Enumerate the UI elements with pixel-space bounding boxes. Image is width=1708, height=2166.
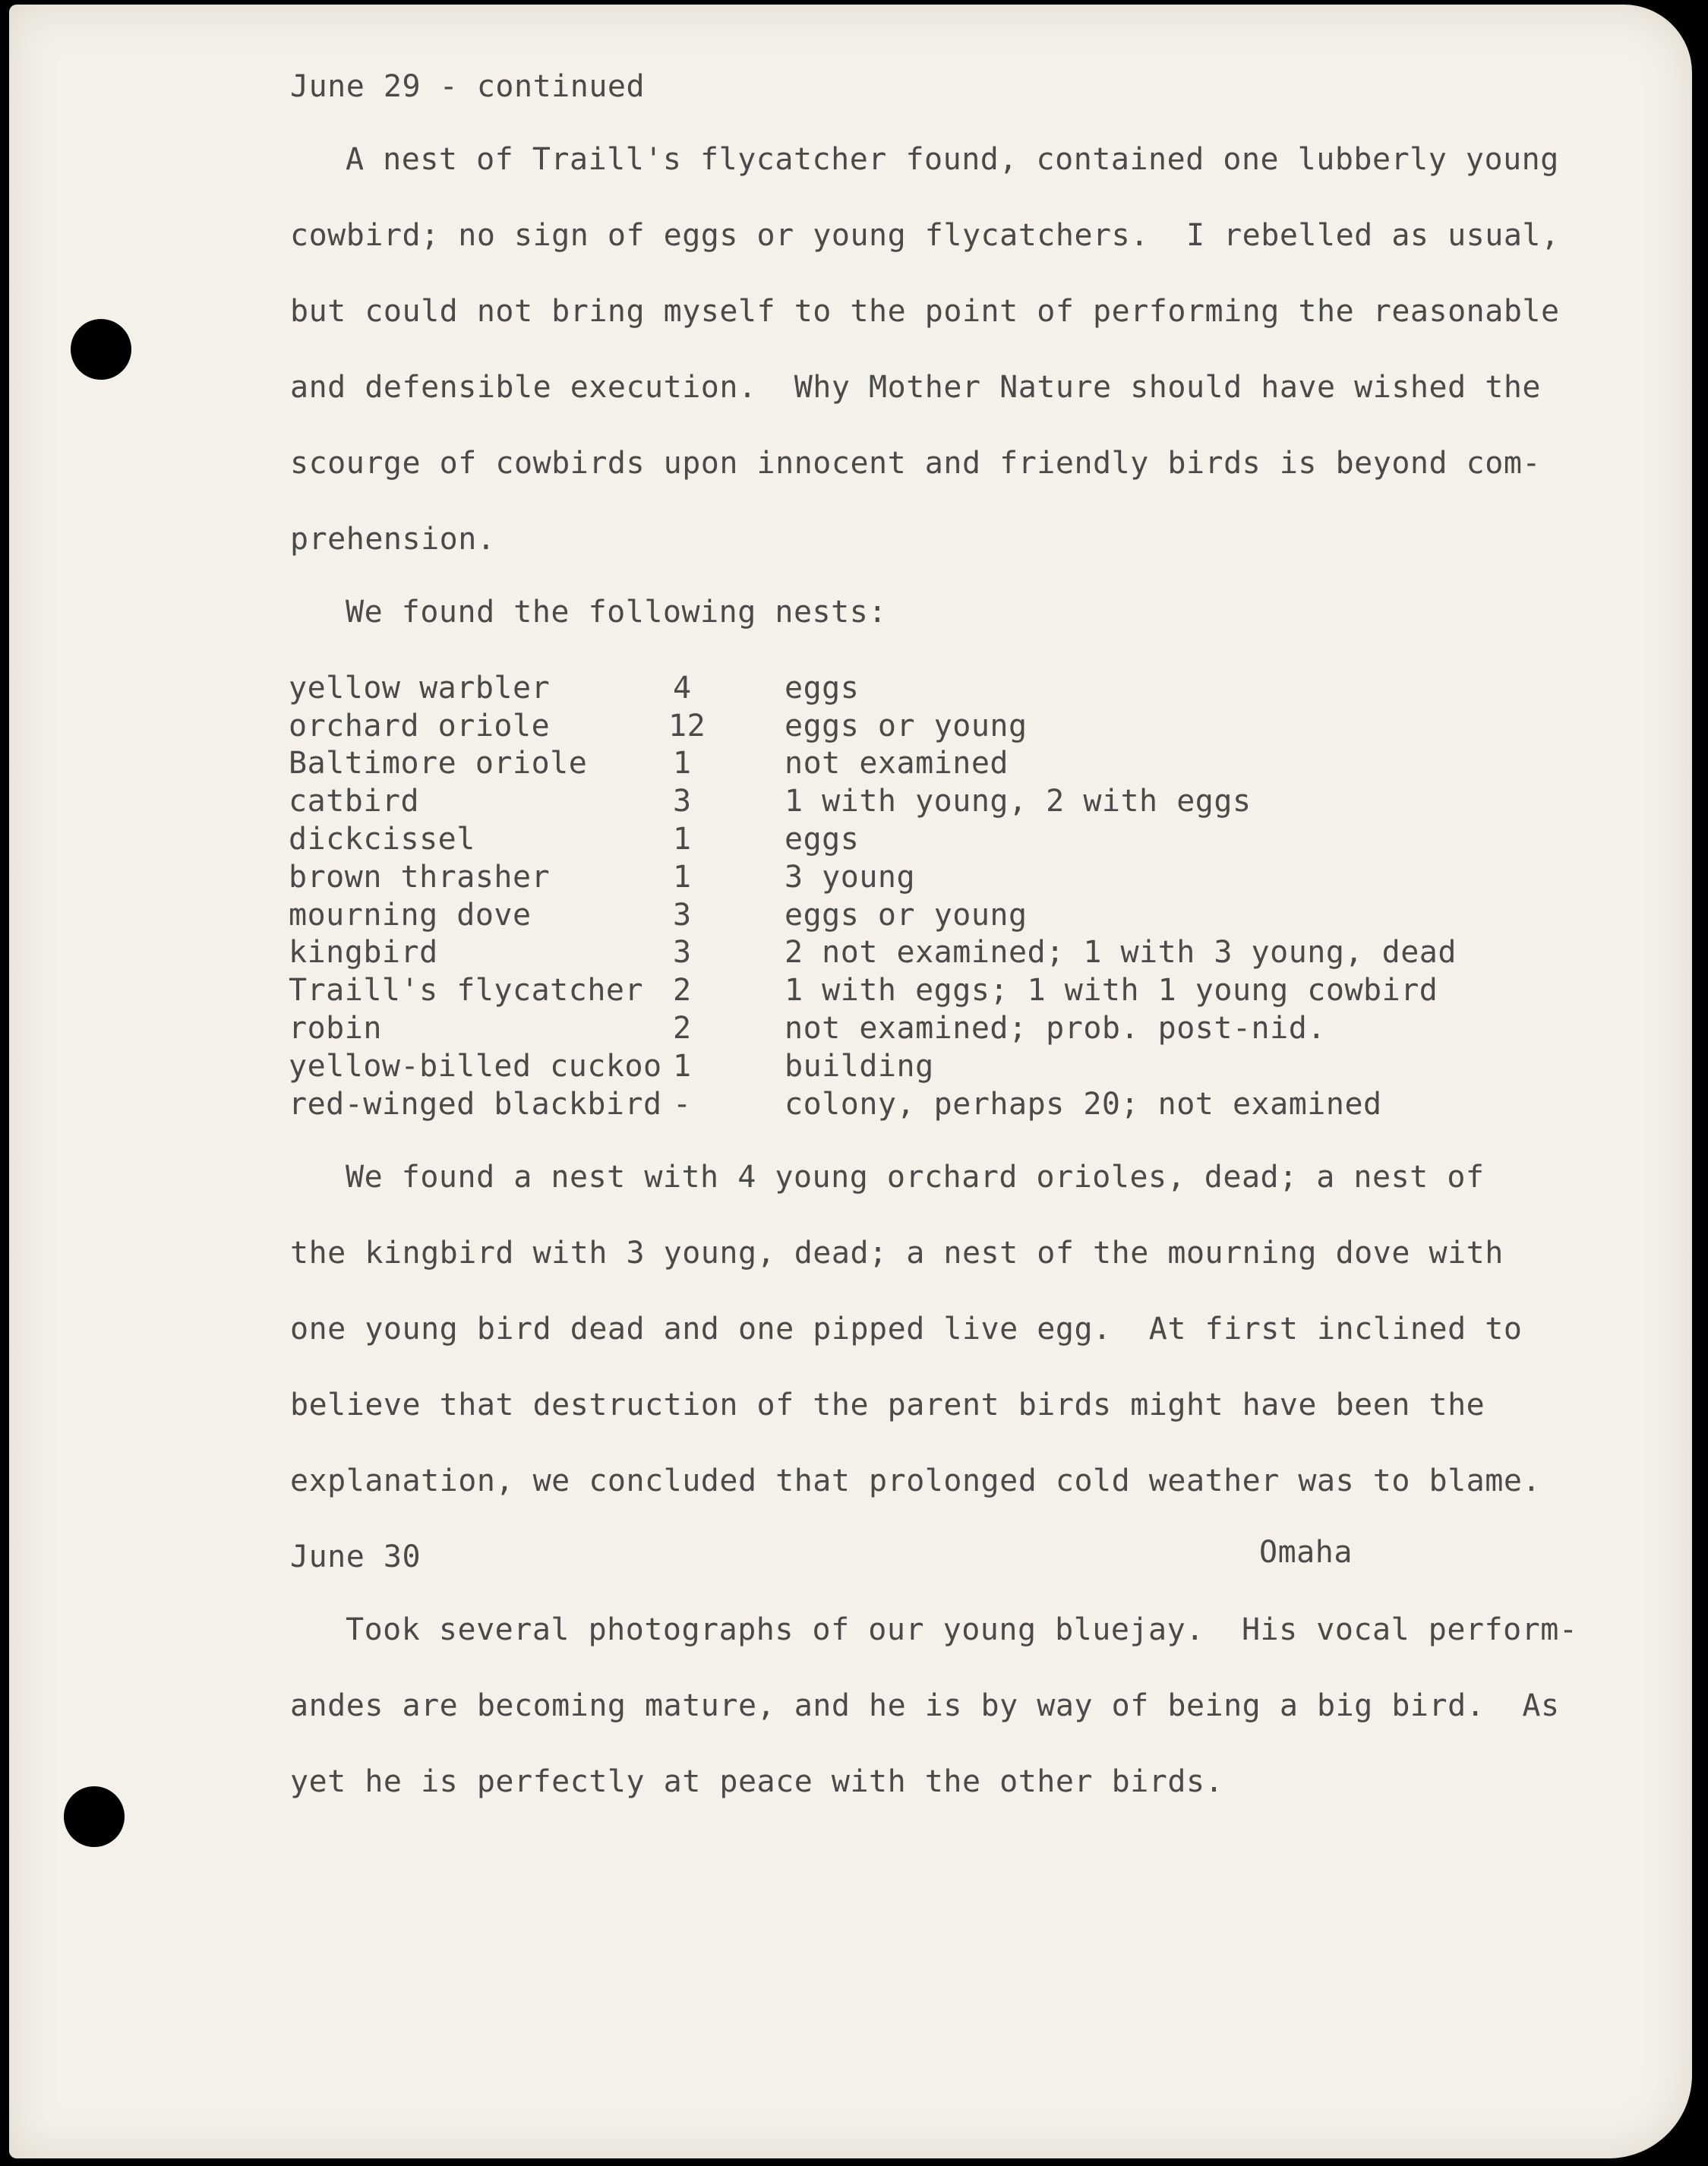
nest-note: 1 with eggs; 1 with 1 young cowbird: [785, 973, 1438, 1008]
species-name: orchard oriole: [289, 709, 551, 744]
species-name: Baltimore oriole: [289, 746, 588, 781]
nest-list-intro: We found the following nests:: [346, 595, 887, 630]
paragraph-line: one young bird dead and one pipped live egg. At first inclined to: [290, 1312, 1523, 1347]
nest-note: eggs or young: [785, 898, 1028, 933]
nest-count: 2: [673, 1011, 692, 1046]
nest-count: 1: [673, 1049, 692, 1084]
punch-hole-top: [71, 319, 131, 380]
paragraph-line: cowbird; no sign of eggs or young flycatchers. I rebelled as usual,: [290, 218, 1560, 253]
nest-count: 4: [673, 671, 692, 706]
paragraph-line: We found a nest with 4 young orchard orioles, dead; a nest of: [346, 1160, 1485, 1195]
paragraph-line: but could not bring myself to the point of performing the reasonable: [290, 294, 1560, 329]
species-name: yellow warbler: [289, 671, 551, 706]
nest-count: 2: [673, 973, 692, 1008]
species-name: brown thrasher: [289, 860, 551, 895]
nest-count: 3: [673, 784, 692, 819]
nest-count: 12: [668, 709, 706, 744]
entry-location: Omaha: [1259, 1535, 1353, 1570]
nest-note: 2 not examined; 1 with 3 young, dead: [785, 935, 1457, 970]
nest-note: eggs: [785, 822, 860, 857]
paragraph-line: Took several photographs of our young bluejay. His vocal perform-: [346, 1612, 1578, 1647]
species-name: red-winged blackbird: [289, 1087, 662, 1122]
paragraph-line: A nest of Traill's flycatcher found, contained one lubberly young: [346, 142, 1559, 177]
punch-hole-bottom: [64, 1786, 125, 1847]
paragraph-line: believe that destruction of the parent birds might have been the: [290, 1388, 1485, 1422]
nest-count: -: [673, 1087, 692, 1122]
nest-note: eggs: [785, 671, 860, 706]
species-name: yellow-billed cuckoo: [289, 1049, 662, 1084]
nest-note: not examined; prob. post-nid.: [785, 1011, 1326, 1046]
species-name: dickcissel: [289, 822, 475, 857]
entry-heading: June 29 - continued: [290, 69, 646, 104]
species-name: mourning dove: [289, 898, 532, 933]
nest-count: 1: [673, 822, 692, 857]
paragraph-line: explanation, we concluded that prolonged cold weather was to blame.: [290, 1463, 1541, 1498]
paragraph-line: and defensible execution. Why Mother Nature should have wished the: [290, 370, 1541, 405]
paragraph-line: the kingbird with 3 young, dead; a nest of the mourning dove with: [290, 1236, 1504, 1271]
entry-date: June 30: [290, 1539, 421, 1574]
nest-count: 1: [673, 746, 692, 781]
nest-count: 3: [673, 898, 692, 933]
nest-note: building: [785, 1049, 934, 1084]
species-name: robin: [289, 1011, 382, 1046]
nest-note: not examined: [785, 746, 1009, 781]
nest-note: colony, perhaps 20; not examined: [785, 1087, 1382, 1122]
paragraph-line: prehension.: [290, 522, 496, 557]
paragraph-line: yet he is perfectly at peace with the other birds.: [290, 1764, 1224, 1799]
nest-count: 1: [673, 860, 692, 895]
nest-note: 3 young: [785, 860, 916, 895]
paragraph-line: andes are becoming mature, and he is by way of being a big bird. As: [290, 1688, 1560, 1723]
nest-note: eggs or young: [785, 709, 1028, 744]
nest-note: 1 with young, 2 with eggs: [785, 784, 1252, 819]
paragraph-line: scourge of cowbirds upon innocent and friendly birds is beyond com-: [290, 446, 1541, 481]
nest-count: 3: [673, 935, 692, 970]
species-name: kingbird: [289, 935, 438, 970]
species-name: catbird: [289, 784, 420, 819]
species-name: Traill's flycatcher: [289, 973, 644, 1008]
